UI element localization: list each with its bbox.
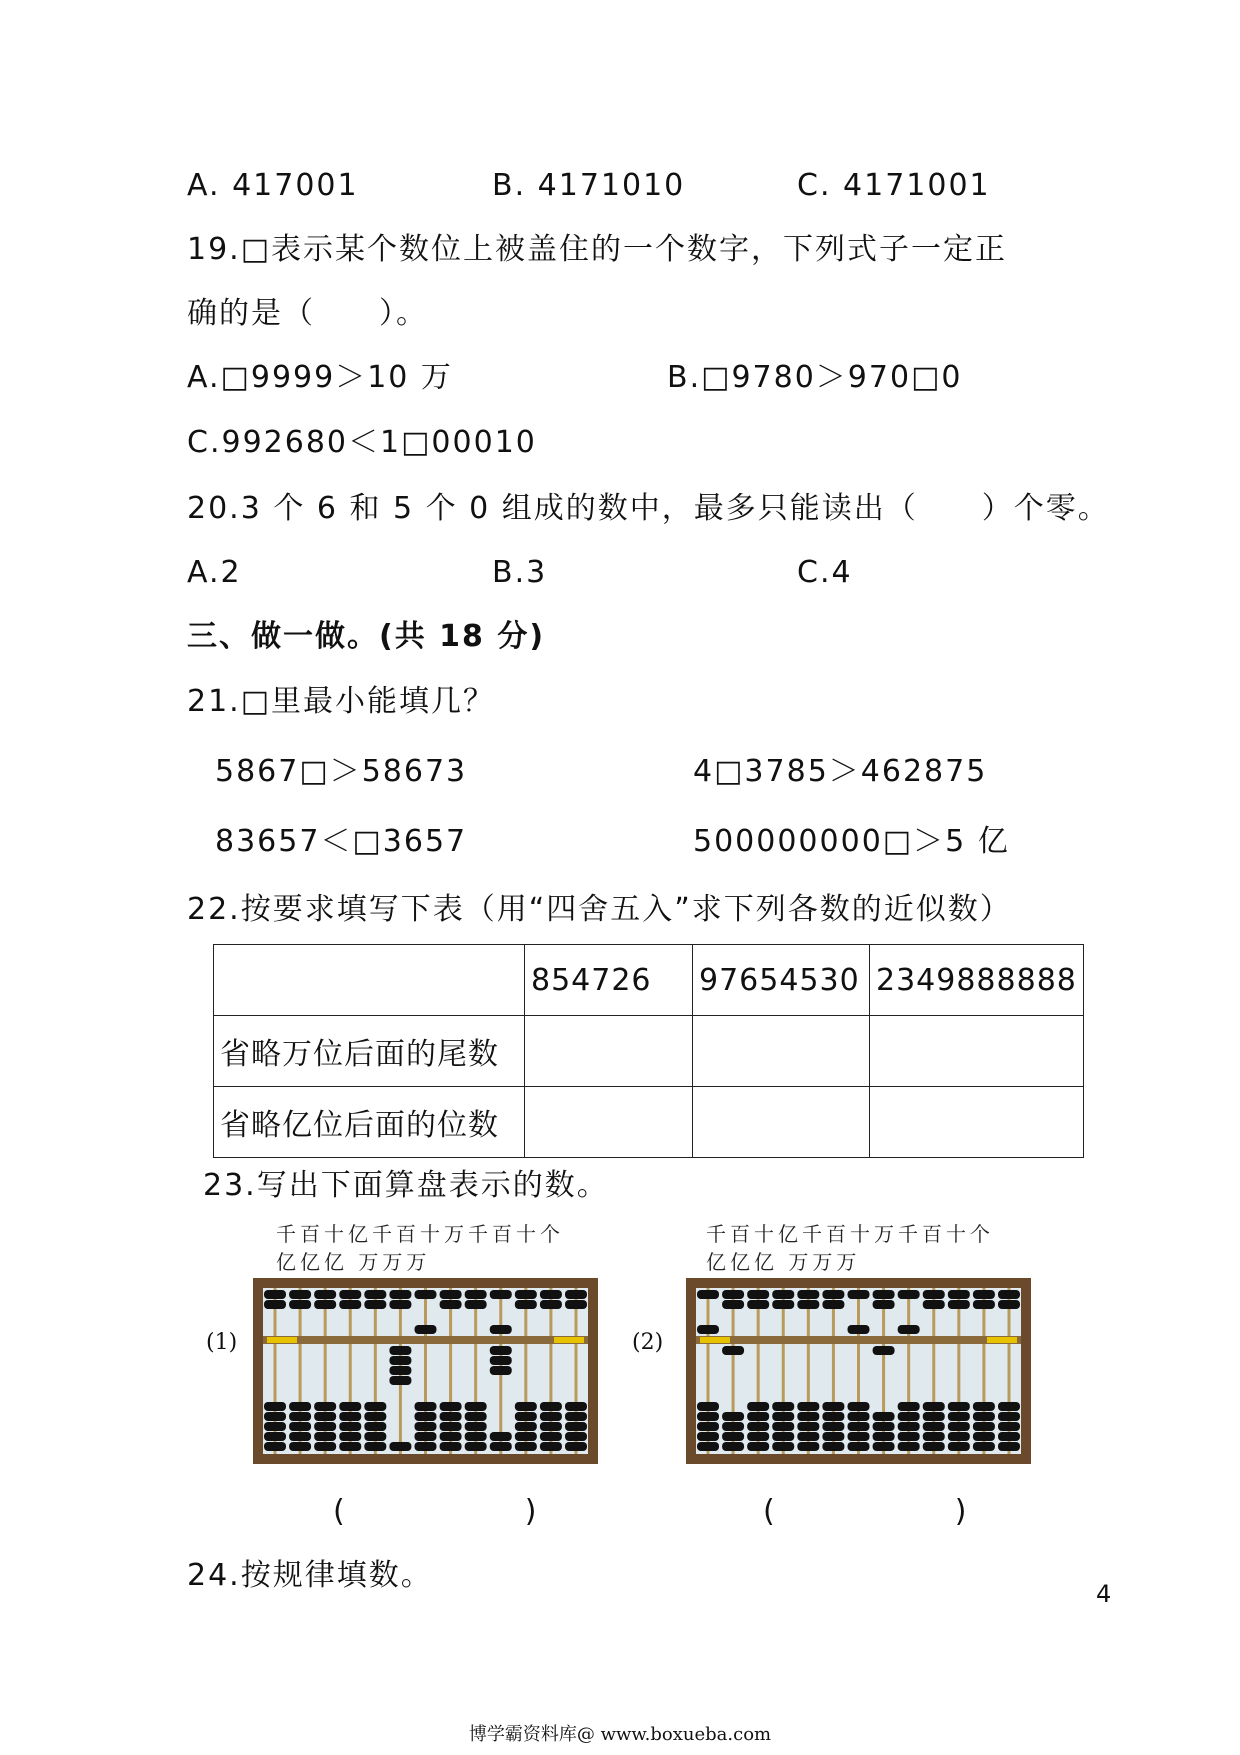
abacus-lower-bead [797,1442,819,1451]
abacus-lower-bead [364,1432,386,1441]
abacus-lower-bead [415,1402,437,1411]
abacus-lower-bead [289,1442,311,1451]
abacus-lower-bead [697,1422,719,1431]
q20-stem: 20.3 个 6 和 5 个 0 组成的数中，最多只能读出（ ）个零。 [187,491,1110,526]
abacus-lower-bead [264,1412,286,1421]
abacus-lower-bead [565,1432,587,1441]
abacus2-place-labels: 千百十亿千百十万千百十个 亿亿亿 万万万 [706,1222,994,1274]
abacus-lower-bead [440,1412,462,1421]
q19-option-a: A.□9999＞10 万 [187,360,453,395]
abacus-upper-bead [389,1290,411,1299]
answer-cell[interactable] [870,1087,1084,1158]
abacus-lower-bead [289,1432,311,1441]
abacus-lower-bead [264,1402,286,1411]
abacus-upper-bead [697,1325,719,1334]
abacus-upper-bead [364,1290,386,1299]
abacus-lower-bead [973,1442,995,1451]
abacus-upper-bead [440,1300,462,1309]
q22-stem: 22.按要求填写下表（用“四舍五入”求下列各数的近似数） [187,892,1012,927]
q20-option-c: C.4 [797,555,853,590]
abacus-lower-bead [565,1422,587,1431]
abacus-lower-bead [314,1442,336,1451]
abacus-lower-bead [822,1402,844,1411]
abacus-lower-bead [722,1442,744,1451]
abacus-lower-bead [722,1412,744,1421]
abacus-lower-bead [898,1442,920,1451]
abacus-beam [696,1336,1021,1344]
abacus-lower-bead [289,1412,311,1421]
row-label-yi: 省略亿位后面的位数 [214,1087,525,1158]
abacus-lower-bead [339,1402,361,1411]
abacus-upper-bead [848,1325,870,1334]
abacus-lower-bead [998,1412,1020,1421]
abacus-lower-bead [364,1442,386,1451]
abacus-lower-bead [822,1442,844,1451]
abacus-upper-bead [848,1290,870,1299]
abacus-lower-bead [515,1402,537,1411]
abacus-upper-bead [314,1290,336,1299]
abacus-lower-bead [772,1412,794,1421]
abacus-lower-bead [722,1346,744,1355]
table-header-cell: 854726 [525,945,693,1016]
abacus-upper-bead [697,1290,719,1299]
abacus-lower-bead [415,1442,437,1451]
abacus-upper-bead [797,1300,819,1309]
abacus-upper-bead [565,1290,587,1299]
abacus-upper-bead [415,1325,437,1334]
abacus-lower-bead [848,1432,870,1441]
abacus-lower-bead [747,1412,769,1421]
abacus-lower-bead [697,1432,719,1441]
abacus-lower-bead [389,1376,411,1385]
abacus-lower-bead [364,1422,386,1431]
abacus-lower-bead [314,1422,336,1431]
abacus-upper-bead [722,1300,744,1309]
abacus-lower-bead [465,1432,487,1441]
abacus2-index: (2) [632,1330,664,1355]
q19-stem-line2: 确的是（ ）。 [187,296,428,331]
abacus-upper-bead [339,1290,361,1299]
abacus-upper-bead [415,1290,437,1299]
abacus-lower-bead [747,1422,769,1431]
abacus-upper-bead [998,1290,1020,1299]
answer-cell[interactable] [693,1016,870,1087]
abacus-lower-bead [339,1432,361,1441]
q23-stem: 23.写出下面算盘表示的数。 [203,1168,609,1203]
abacus-lower-bead [973,1422,995,1431]
abacus-lower-bead [314,1402,336,1411]
abacus-lower-bead [540,1442,562,1451]
abacus-upper-bead [515,1300,537,1309]
abacus-lower-bead [264,1442,286,1451]
abacus-upper-bead [873,1300,895,1309]
abacus-upper-bead [822,1300,844,1309]
answer-cell[interactable] [525,1016,693,1087]
abacus-beam-marker [554,1337,584,1343]
abacus-upper-bead [490,1290,512,1299]
abacus-lower-bead [515,1422,537,1431]
abacus-lower-bead [415,1432,437,1441]
abacus-lower-bead [540,1412,562,1421]
abacus-lower-bead [923,1412,945,1421]
table-header-cell: 97654530 [693,945,870,1016]
abacus-lower-bead [389,1356,411,1365]
abacus-lower-bead [314,1432,336,1441]
abacus-lower-bead [747,1442,769,1451]
abacus-lower-bead [948,1432,970,1441]
abacus-lower-bead [873,1346,895,1355]
abacus-lower-bead [565,1402,587,1411]
answer-cell[interactable] [870,1016,1084,1087]
abacus-lower-bead [540,1422,562,1431]
abacus-beam-marker [700,1337,730,1343]
abacus-upper-bead [289,1300,311,1309]
abacus-lower-bead [440,1432,462,1441]
abacus-lower-bead [415,1412,437,1421]
abacus-upper-bead [948,1290,970,1299]
table-row [214,1016,1084,1087]
abacus-lower-bead [898,1412,920,1421]
abacus-upper-bead [873,1290,895,1299]
abacus-upper-bead [747,1300,769,1309]
q18-option-a: A. 417001 [187,168,359,203]
abacus-lower-bead [339,1412,361,1421]
q21-item-4: 500000000□＞5 亿 [693,824,1010,859]
abacus-lower-bead [747,1432,769,1441]
q21-item-2: 4□3785＞462875 [693,754,988,789]
table-header-row [214,945,1084,1016]
abacus-lower-bead [973,1432,995,1441]
abacus-upper-bead [339,1300,361,1309]
answer-cell[interactable] [693,1087,870,1158]
abacus-lower-bead [822,1432,844,1441]
table-header-cell [214,945,525,1016]
abacus-lower-bead [772,1442,794,1451]
abacus-lower-bead [923,1422,945,1431]
abacus-lower-bead [415,1422,437,1431]
abacus-lower-bead [848,1422,870,1431]
abacus-lower-bead [898,1402,920,1411]
abacus-lower-bead [772,1422,794,1431]
abacus-lower-bead [998,1432,1020,1441]
abacus-lower-bead [747,1402,769,1411]
abacus-lower-bead [948,1422,970,1431]
abacus-lower-bead [264,1432,286,1441]
abacus-lower-bead [490,1366,512,1375]
abacus-lower-bead [264,1422,286,1431]
abacus-lower-bead [515,1432,537,1441]
abacus-upper-bead [264,1300,286,1309]
abacus-lower-bead [515,1442,537,1451]
abacus-lower-bead [389,1346,411,1355]
abacus-lower-bead [440,1402,462,1411]
abacus-upper-bead [389,1300,411,1309]
abacus-upper-bead [898,1290,920,1299]
abacus-lower-bead [973,1402,995,1411]
abacus-upper-bead [540,1300,562,1309]
abacus-upper-bead [722,1290,744,1299]
abacus-lower-bead [465,1442,487,1451]
abacus1-place-labels: 千百十亿千百十万千百十个 亿亿亿 万万万 [276,1222,564,1274]
abacus-lower-bead [948,1442,970,1451]
abacus-lower-bead [948,1412,970,1421]
abacus-upper-bead [973,1300,995,1309]
abacus-lower-bead [540,1432,562,1441]
abacus-lower-bead [923,1402,945,1411]
abacus-lower-bead [314,1412,336,1421]
abacus-lower-bead [540,1402,562,1411]
abacus-upper-bead [998,1300,1020,1309]
table-header-cell: 2349888888 [870,945,1084,1016]
abacus-lower-bead [465,1402,487,1411]
abacus-lower-bead [797,1412,819,1421]
abacus-lower-bead [339,1422,361,1431]
abacus-lower-bead [465,1422,487,1431]
abacus-upper-bead [747,1290,769,1299]
abacus-lower-bead [515,1412,537,1421]
table-row [214,1087,1084,1158]
abacus-upper-bead [314,1300,336,1309]
rounding-table [213,944,1084,1158]
abacus-lower-bead [998,1402,1020,1411]
abacus-lower-bead [364,1412,386,1421]
abacus-lower-bead [873,1442,895,1451]
row-label-wan: 省略万位后面的尾数 [214,1016,525,1087]
abacus-upper-bead [797,1290,819,1299]
abacus-lower-bead [490,1346,512,1355]
abacus-1 [253,1278,598,1464]
abacus-lower-bead [797,1402,819,1411]
abacus-lower-bead [772,1432,794,1441]
abacus-lower-bead [490,1442,512,1451]
q24-stem: 24.按规律填数。 [187,1558,433,1593]
abacus2-answer[interactable]: ( ) [763,1494,967,1529]
abacus-upper-bead [822,1290,844,1299]
abacus-2 [686,1278,1031,1464]
abacus-lower-bead [289,1402,311,1411]
q19-stem-line1: 19.□表示某个数位上被盖住的一个数字，下列式子一定正 [187,232,1008,267]
abacus-lower-bead [822,1412,844,1421]
q20-option-a: A.2 [187,555,242,590]
q19-option-b: B.□9780＞970□0 [667,360,963,395]
q21-stem: 21.□里最小能填几？ [187,684,496,719]
abacus-lower-bead [697,1402,719,1411]
abacus-lower-bead [289,1422,311,1431]
abacus-lower-bead [973,1412,995,1421]
abacus-lower-bead [998,1442,1020,1451]
abacus-upper-bead [465,1300,487,1309]
abacus1-answer[interactable]: ( ) [333,1494,537,1529]
abacus-upper-bead [772,1300,794,1309]
abacus-lower-bead [873,1432,895,1441]
abacus-upper-bead [364,1300,386,1309]
abacus-upper-bead [973,1290,995,1299]
abacus-beam-marker [267,1337,297,1343]
section3-heading: 三、做一做。(共 18 分) [187,619,546,654]
abacus-upper-bead [923,1290,945,1299]
abacus-lower-bead [797,1432,819,1441]
abacus-beam [263,1336,588,1344]
q20-option-b: B.3 [492,555,548,590]
abacus-lower-bead [923,1432,945,1441]
abacus-upper-bead [289,1290,311,1299]
abacus-lower-bead [364,1402,386,1411]
abacus-upper-bead [898,1325,920,1334]
abacus-lower-bead [565,1442,587,1451]
abacus-upper-bead [923,1300,945,1309]
abacus-lower-bead [389,1366,411,1375]
abacus-lower-bead [490,1432,512,1441]
q21-item-1: 5867□＞58673 [215,754,468,789]
abacus-lower-bead [848,1402,870,1411]
abacus-lower-bead [490,1356,512,1365]
abacus-lower-bead [848,1412,870,1421]
abacus-lower-bead [697,1442,719,1451]
abacus-lower-bead [722,1432,744,1441]
abacus-lower-bead [772,1402,794,1411]
q18-option-c: C. 4171001 [797,168,991,203]
abacus-lower-bead [722,1422,744,1431]
abacus-upper-bead [264,1290,286,1299]
abacus-lower-bead [923,1442,945,1451]
abacus-lower-bead [848,1442,870,1451]
abacus-upper-bead [565,1300,587,1309]
q18-option-b: B. 4171010 [492,168,686,203]
abacus-upper-bead [515,1290,537,1299]
abacus-lower-bead [797,1422,819,1431]
abacus-lower-bead [565,1412,587,1421]
abacus-lower-bead [389,1442,411,1451]
abacus-lower-bead [440,1442,462,1451]
footer-watermark: 博学霸资料库@ www.boxueba.com [468,1724,772,1745]
abacus-lower-bead [898,1422,920,1431]
abacus-lower-bead [697,1412,719,1421]
abacus-upper-bead [772,1290,794,1299]
abacus-upper-bead [465,1290,487,1299]
q19-option-c: C.992680＜1□00010 [187,425,537,460]
abacus-lower-bead [873,1412,895,1421]
abacus-lower-bead [339,1442,361,1451]
q21-item-3: 83657＜□3657 [215,824,468,859]
abacus-upper-bead [540,1290,562,1299]
abacus-lower-bead [898,1432,920,1441]
abacus-lower-bead [998,1422,1020,1431]
abacus-lower-bead [948,1402,970,1411]
abacus-upper-bead [490,1325,512,1334]
answer-cell[interactable] [525,1087,693,1158]
page-number: 4 [1096,1580,1112,1608]
abacus-lower-bead [440,1422,462,1431]
abacus-lower-bead [873,1422,895,1431]
abacus1-index: (1) [206,1330,238,1355]
abacus-beam-marker [987,1337,1017,1343]
abacus-upper-bead [440,1290,462,1299]
abacus-lower-bead [822,1422,844,1431]
abacus-upper-bead [948,1300,970,1309]
abacus-lower-bead [465,1412,487,1421]
